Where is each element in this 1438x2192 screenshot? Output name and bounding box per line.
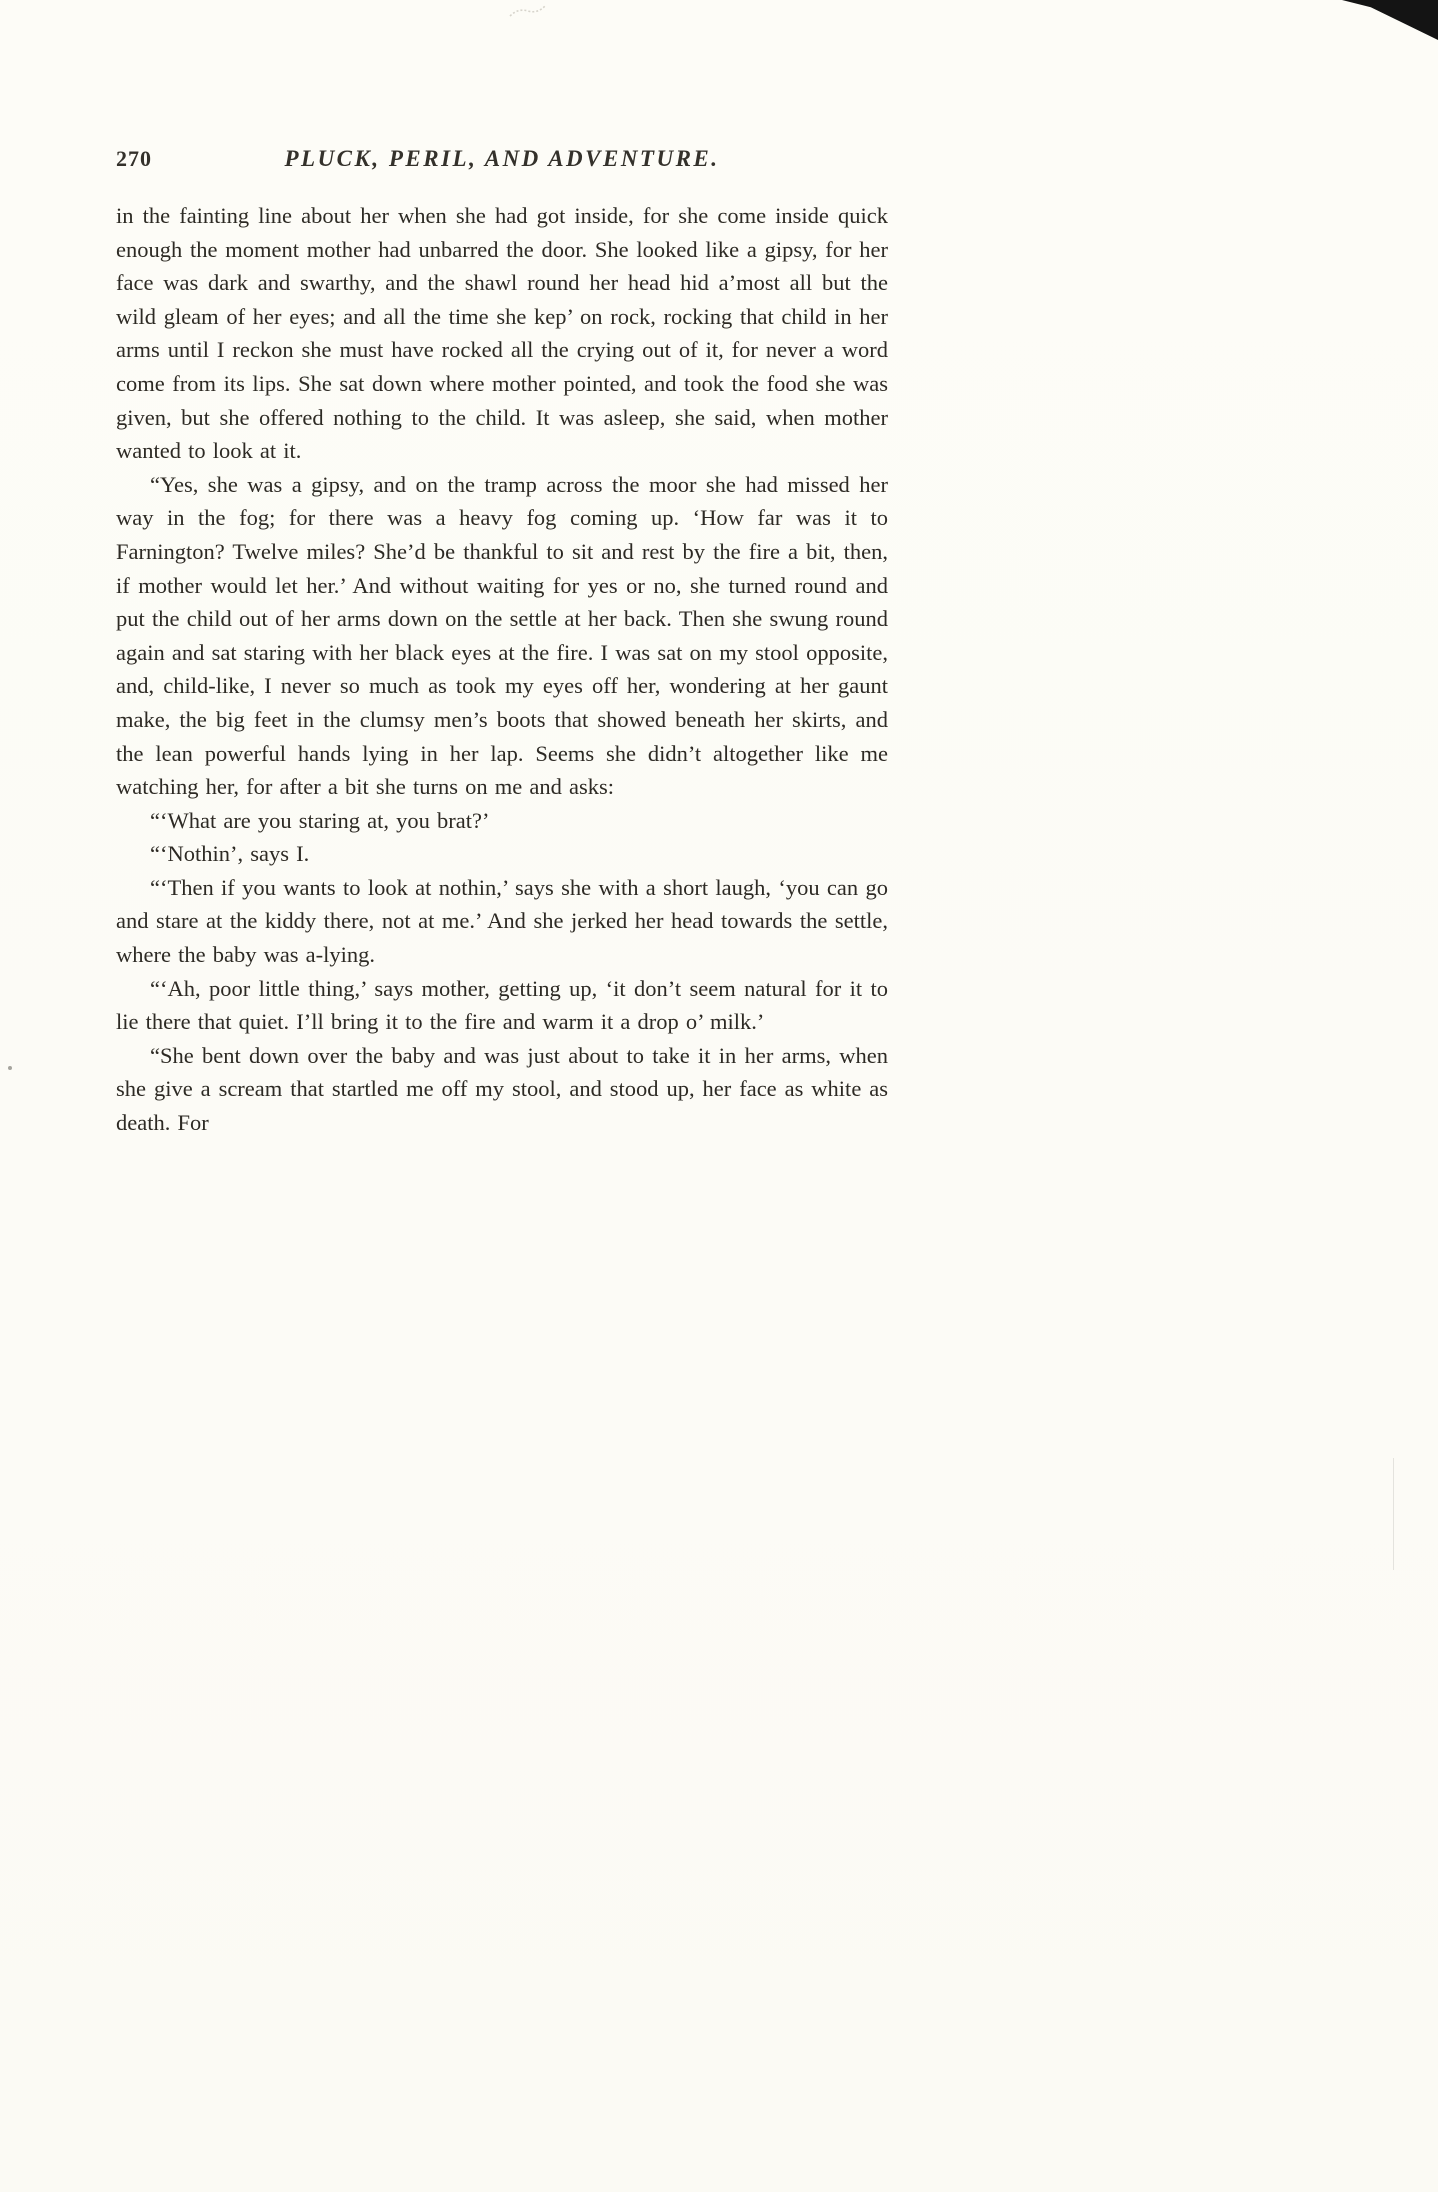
paragraph: “She bent down over the baby and was just about to take it in her arms, when she give a scream that startled me off my stool, and stood up, her face as white as death. For <box>116 1042 888 1136</box>
paragraph-dialogue: “‘Nothin’, says I. <box>150 841 310 867</box>
paragraph: “Yes, she was a gipsy, and on the tramp across the moor she had missed her way in the fog; for there was a heavy fog coming up. ‘How far was it to Farnington? Twelve miles? She’d be thankful to sit and rest by the fire a bit, then, if mother would let her.’ And without waiting for yes or no, she turned round and put the child out of her arms down on the settle at her back. Then she swung round again and sat staring with her black eyes at the fire. I was sat on my stool opposite, and, child-like, I never so much as took my eyes off her, wondering at her gaunt make, the big feet in the clumsy men’s boots that showed beneath her skirts, and the lean powerful hands lying in her lap. Seems she didn’t altogether like me watching her, for after a bit she turns on me and asks: <box>116 471 888 800</box>
paragraph-continuation: in the fainting line about her when she had got inside, for she come inside quick enough the moment mother had unbarred the door. She looked like a gipsy, for her face was dark and swarthy, and the shawl round her head hid a’most all but the wild gleam of her eyes; and all the time she kep’ on rock, rocking that child in her arms until I reckon she must have rocked all the crying out of it, for never a word come from its lips. She sat down where mother pointed, and took the food she was given, but she offered nothing to the child. It was asleep, she said, when mother wanted to look at it. <box>116 203 888 464</box>
stray-ink-dot <box>8 1066 12 1070</box>
paragraph-dialogue: “‘Then if you wants to look at nothin,’ says she with a short laugh, ‘you can go and stare at the kiddy there, not at me.’ And she jerked her head towards the settle, where the baby was a-lying. <box>116 874 888 968</box>
scan-scratch-mark <box>1393 1458 1394 1570</box>
page-content <box>116 146 888 1140</box>
page-number: 270 <box>116 146 152 171</box>
body-text <box>116 199 888 1140</box>
running-header <box>116 146 888 172</box>
paragraph-dialogue: “‘What are you staring at, you brat?’ <box>150 807 490 833</box>
paragraph-dialogue: “‘Ah, poor little thing,’ says mother, getting up, ‘it don’t seem natural for it to lie there that quiet. I’ll bring it to the fire and warm it a drop o’ milk.’ <box>116 975 888 1035</box>
running-title: PLUCK, PERIL, AND ADVENTURE. <box>284 146 720 171</box>
page-corner-fold-mark <box>1342 0 1438 40</box>
scan-smudge <box>508 2 548 20</box>
